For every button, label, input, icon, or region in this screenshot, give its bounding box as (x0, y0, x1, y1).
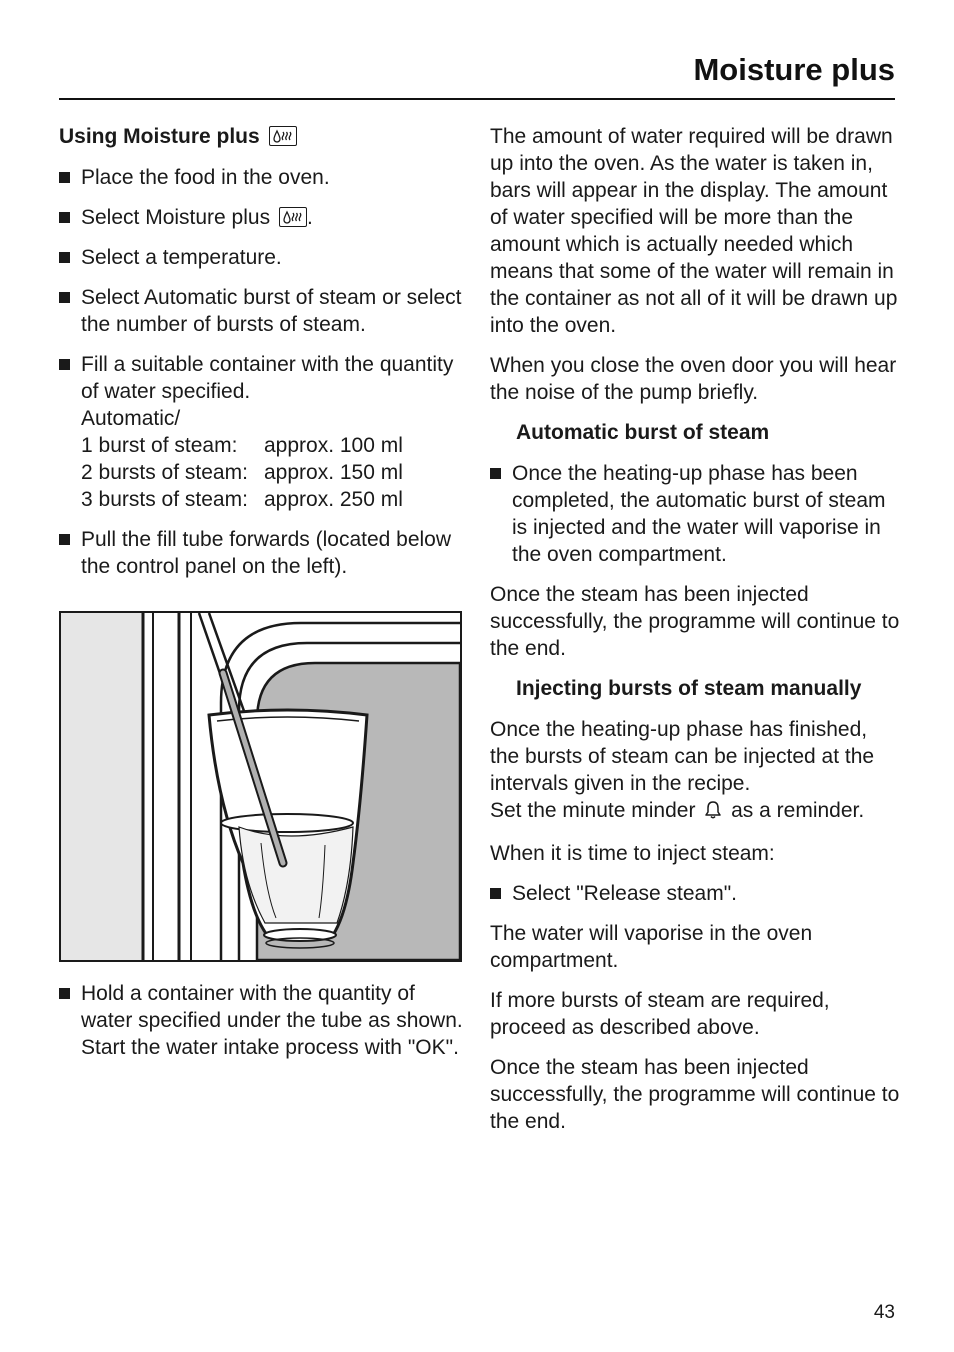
quantity-row (81, 486, 469, 513)
more-bursts-paragraph: If more bursts of steam are required, proceed as described above. (490, 989, 830, 1039)
manual-minder-text: Set the minute minder (490, 799, 696, 822)
step-suffix: . (306, 206, 313, 229)
bullet-square-icon (59, 534, 70, 545)
section-heading-text: Using Moisture plus (59, 125, 260, 148)
bell-icon (704, 800, 722, 827)
quantity-value: approx. 250 ml (264, 488, 403, 511)
bullet-square-icon (59, 252, 70, 263)
left-column (59, 123, 469, 593)
step-text: Select a temperature. (81, 246, 282, 269)
step-fill-container (59, 351, 469, 513)
step-text: Hold a container with the quantity of water specified under the tube as shown. Start the water intake process with "OK". (81, 982, 463, 1059)
step-select-moisture-plus (59, 204, 469, 231)
right-column (490, 123, 900, 1148)
bullet-text: Once the heating-up phase has been completed, the automatic burst of steam is injected and the water will vaporise in the oven compartment. (512, 462, 886, 566)
release-steam-bullet (490, 880, 900, 907)
moisture-plus-icon (269, 126, 297, 146)
when-paragraph: When it is time to inject steam: (490, 842, 775, 865)
manual-paragraph (490, 716, 900, 827)
done-paragraph: Once the steam has been injected successfully, the programme will continue to the end. (490, 1056, 900, 1133)
heading-automatic-burst: Automatic burst of steam (516, 421, 770, 444)
bullet-square-icon (490, 888, 501, 899)
left-after-figure (59, 980, 469, 1074)
step-text: Select Automatic burst of steam or select the number of bursts of steam. (81, 286, 462, 336)
quantity-value: approx. 150 ml (264, 461, 403, 484)
quantities-intro: Automatic/ (81, 407, 181, 430)
bullet-square-icon (59, 172, 70, 183)
step-select-temperature (59, 244, 469, 271)
manual-text: Once the heating-up phase has finished, the bursts of steam can be injected at the intervals given in the recipe. (490, 718, 875, 795)
bullet-square-icon (490, 468, 501, 479)
bullet-square-icon (59, 212, 70, 223)
moisture-plus-icon (279, 207, 307, 227)
bullet-text: Select "Release steam". (512, 882, 738, 905)
step-text: Fill a suitable container with the quantity of water specified. (81, 353, 454, 403)
quantity-row (81, 459, 469, 486)
section-heading-using-moisture-plus (59, 123, 469, 150)
bullet-square-icon (59, 359, 70, 370)
glass-under-tube-drawing (61, 613, 460, 960)
step-hold-container (59, 980, 469, 1061)
vaporise-paragraph: The water will vaporise in the oven compartment. (490, 922, 813, 972)
auto-burst-bullet (490, 460, 900, 568)
quantity-label: 1 burst of steam: (81, 434, 238, 457)
page-number: 43 (873, 1302, 895, 1323)
auto-done-paragraph: Once the steam has been injected successfully, the programme will continue to the end. (490, 583, 900, 660)
step-text: Pull the fill tube forwards (located below the control panel on the left). (81, 528, 452, 578)
step-pull-fill-tube (59, 526, 469, 580)
intro-paragraph: The amount of water required will be drawn up into the oven. As the water is taken in, bars will appear in the display. The amount of water specified will be more than the amount which is actually needed which means that some of the water will remain in the container as not all of it will be drawn up into the oven. (490, 125, 898, 337)
heading-manual-bursts: Injecting bursts of steam manually (516, 677, 862, 700)
quantity-row (81, 432, 469, 459)
step-text: Place the food in the oven. (81, 166, 330, 189)
title-rule (59, 98, 895, 100)
door-paragraph: When you close the oven door you will hear the noise of the pump briefly. (490, 354, 897, 404)
manual-minder-suffix: as a reminder. (731, 799, 865, 822)
fill-tube-illustration (59, 611, 462, 962)
bullet-square-icon (59, 292, 70, 303)
step-text: Select Moisture plus (81, 206, 271, 229)
step-select-burst (59, 284, 469, 338)
quantity-value: approx. 100 ml (264, 434, 403, 457)
quantity-label: 3 bursts of steam: (81, 488, 248, 511)
quantity-label: 2 bursts of steam: (81, 461, 248, 484)
bullet-square-icon (59, 988, 70, 999)
page-title: Moisture plus (693, 52, 895, 87)
step-place-food (59, 164, 469, 191)
